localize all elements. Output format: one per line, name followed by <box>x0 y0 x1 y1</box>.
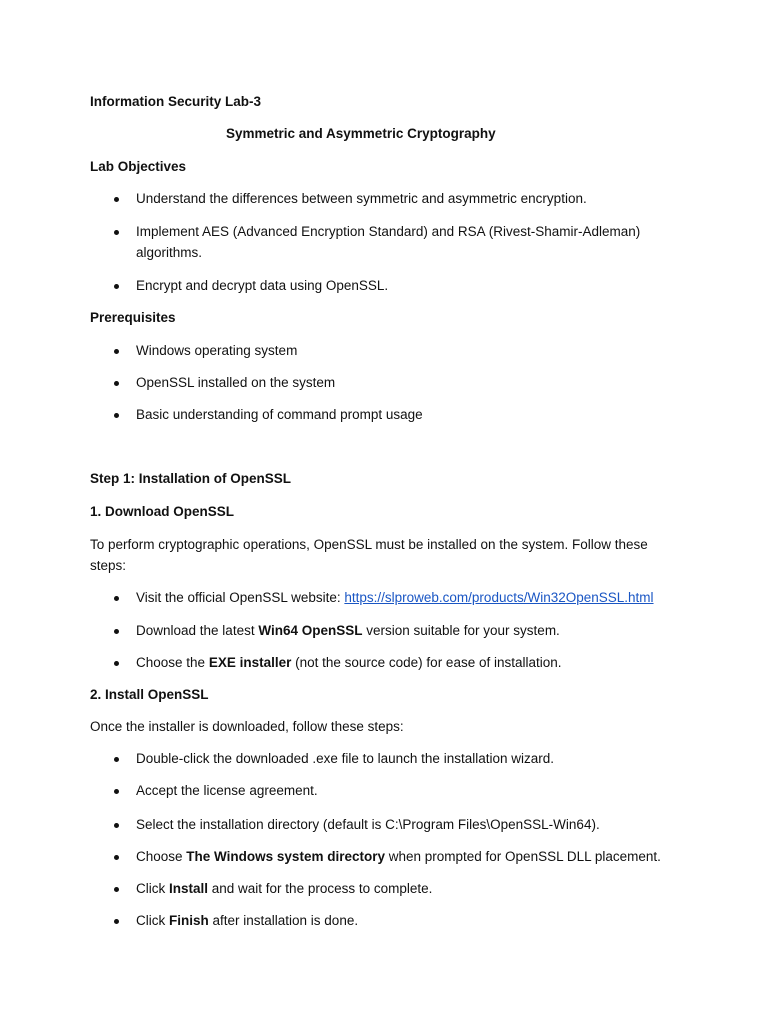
text-segment: Click <box>136 913 169 928</box>
document-subtitle: Symmetric and Asymmetric Cryptography <box>226 126 496 141</box>
objective-item: Implement AES (Advanced Encryption Standard) and RSA (Rivest-Shamir-Adleman) <box>136 224 641 239</box>
prerequisite-item: OpenSSL installed on the system <box>136 375 336 390</box>
download-heading: 1. Download OpenSSL <box>90 504 235 519</box>
install-item: Accept the license agreement. <box>136 783 318 798</box>
text-segment: Choose the <box>136 655 209 670</box>
download-item-choose <box>136 654 562 672</box>
bullet <box>114 284 119 289</box>
text-segment: when prompted for OpenSSL DLL placement. <box>384 849 661 864</box>
objectives-heading: Lab Objectives <box>90 159 187 174</box>
bullet <box>114 629 119 634</box>
download-intro: To perform cryptographic operations, OpenSSL must be installed on the system. Follow these <box>90 537 648 552</box>
bold-segment: Win64 OpenSSL <box>258 623 363 638</box>
lab-title: Information Security Lab-3 <box>90 94 262 109</box>
text-segment: Click <box>136 881 169 896</box>
bullet <box>114 413 119 418</box>
objective-item: Understand the differences between symmetric and asymmetric encryption. <box>136 191 587 206</box>
bullet <box>114 230 119 235</box>
bullet <box>114 887 119 892</box>
step1-heading: Step 1: Installation of OpenSSL <box>90 471 292 486</box>
install-heading: 2. Install OpenSSL <box>90 687 209 702</box>
install-item <box>136 912 358 930</box>
objective-item: Encrypt and decrypt data using OpenSSL. <box>136 278 389 293</box>
install-item <box>136 880 432 898</box>
bullet <box>114 381 119 386</box>
bold-segment: The Windows system directory <box>186 849 385 864</box>
prerequisites-heading: Prerequisites <box>90 310 176 325</box>
bold-segment: EXE installer <box>208 655 292 670</box>
visit-text: Visit the official OpenSSL website: <box>136 590 345 605</box>
bullet <box>114 823 119 828</box>
text-segment: Choose <box>136 849 187 864</box>
prerequisite-item: Windows operating system <box>136 343 298 358</box>
bullet <box>114 919 119 924</box>
bullet <box>114 789 119 794</box>
bold-segment: Install <box>169 881 209 896</box>
text-segment: version suitable for your system. <box>362 623 560 638</box>
install-item <box>136 848 661 866</box>
bullet <box>114 349 119 354</box>
bold-segment: Finish <box>169 913 209 928</box>
text-segment: after installation is done. <box>208 913 359 928</box>
install-item: Double-click the downloaded .exe file to launch the installation wizard. <box>136 751 554 766</box>
download-item-visit <box>136 589 654 607</box>
text-segment: and wait for the process to complete. <box>208 881 433 896</box>
bullet <box>114 855 119 860</box>
text-segment: Download the latest <box>136 623 259 638</box>
bullet <box>114 197 119 202</box>
prerequisite-item: Basic understanding of command prompt usage <box>136 407 423 422</box>
openssl-download-link[interactable]: https://slproweb.com/products/Win32OpenSSL.html <box>344 590 654 605</box>
bullet <box>114 661 119 666</box>
install-item: Select the installation directory (default is C:\Program Files\OpenSSL-Win64). <box>136 817 600 832</box>
download-intro-continued: steps: <box>90 558 127 573</box>
bullet <box>114 757 119 762</box>
text-segment: (not the source code) for ease of installation. <box>291 655 562 670</box>
download-item-latest <box>136 622 560 640</box>
install-intro: Once the installer is downloaded, follow these steps: <box>90 719 404 734</box>
bullet <box>114 596 119 601</box>
objective-item-continued: algorithms. <box>136 245 203 260</box>
